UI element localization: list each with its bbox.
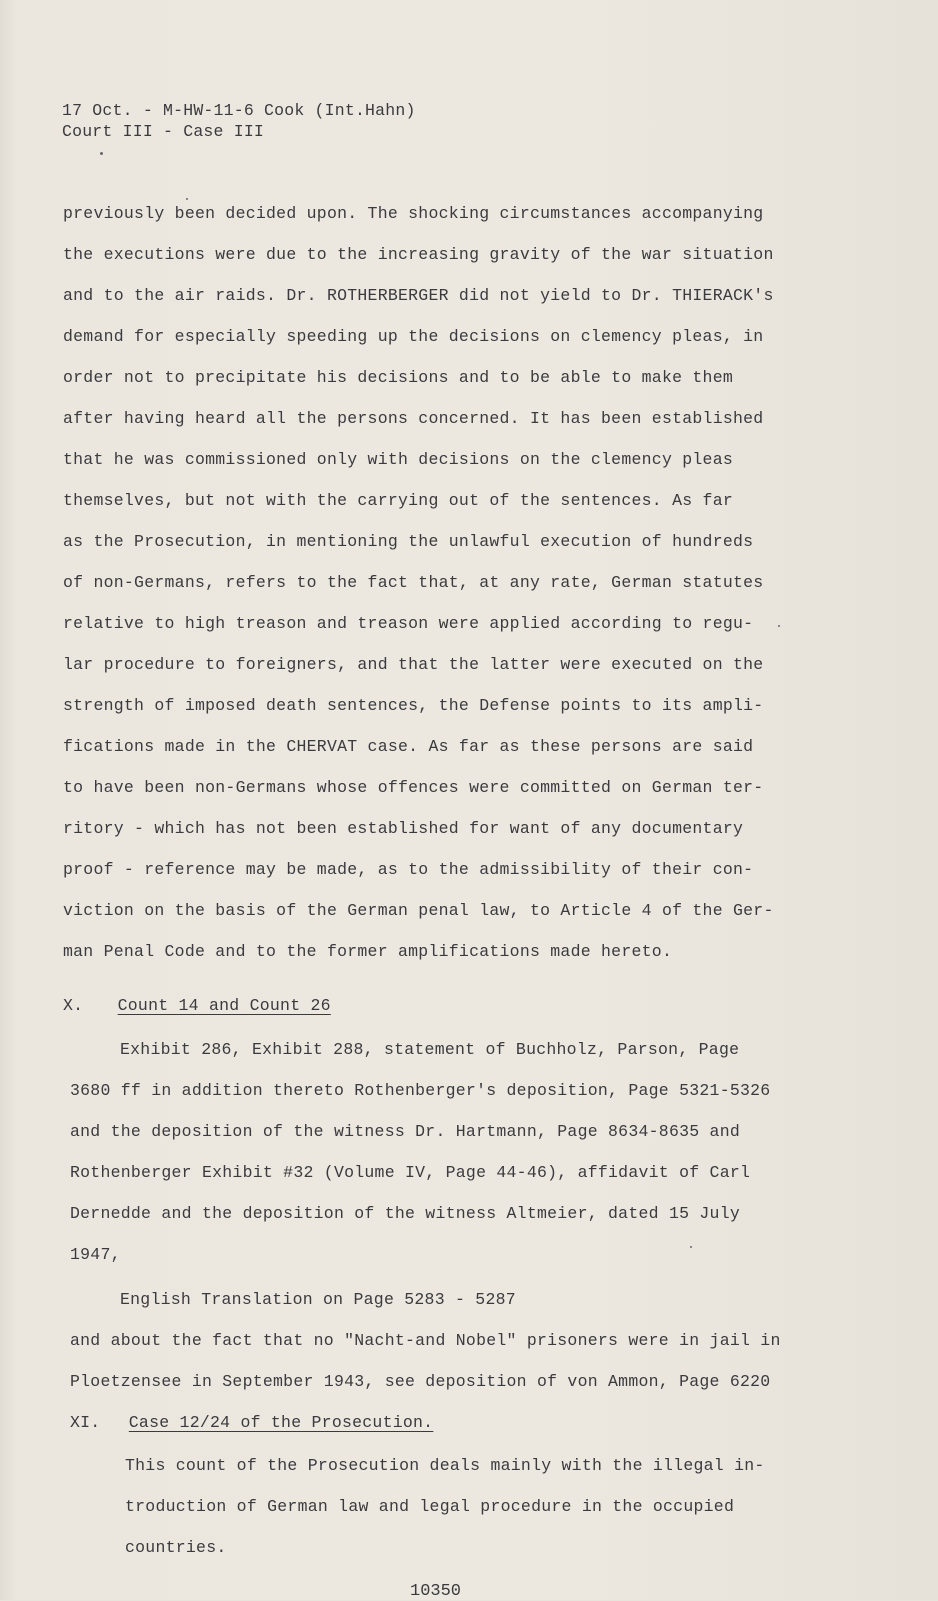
section-x-line: 1947,	[70, 1245, 121, 1264]
section-x-tail-line: Ploetzensee in September 1943, see deposition of von Ammon, Page 6220	[70, 1372, 771, 1391]
translation-note: English Translation on Page 5283 - 5287	[120, 1290, 516, 1309]
paper-speck	[778, 625, 780, 627]
body-line: after having heard all the persons concerned. It has been established	[63, 409, 764, 428]
section-x-line: and the deposition of the witness Dr. Hartmann, Page 8634-8635 and	[70, 1122, 741, 1141]
section-x-line: Dernedde and the deposition of the witness Altmeier, dated 15 July	[70, 1204, 741, 1223]
body-line: relative to high treason and treason were applied according to regu-	[63, 614, 754, 633]
section-x-line: Rothenberger Exhibit #32 (Volume IV, Page 44-46), affidavit of Carl	[70, 1163, 751, 1182]
body-line: to have been non-Germans whose offences were committed on German ter-	[63, 778, 764, 797]
section-xi-heading	[70, 1413, 433, 1432]
section-x-heading	[63, 996, 331, 1015]
body-line: and to the air raids. Dr. ROTHERBERGER did not yield to Dr. THIERACK's	[63, 286, 774, 305]
paper-speck	[186, 198, 188, 200]
section-xi-line: countries.	[125, 1538, 227, 1557]
body-line: of non-Germans, refers to the fact that, at any rate, German statutes	[63, 573, 764, 592]
body-line: themselves, but not with the carrying out of the sentences. As far	[63, 491, 734, 510]
body-line: lar procedure to foreigners, and that the latter were executed on the	[63, 655, 764, 674]
body-line: that he was commissioned only with decisions on the clemency pleas	[63, 450, 734, 469]
paper-speck	[690, 1246, 692, 1248]
body-line: the executions were due to the increasing gravity of the war situation	[63, 245, 774, 264]
body-line: viction on the basis of the German penal law, to Article 4 of the Ger-	[63, 901, 774, 920]
paper-speck	[100, 152, 103, 155]
body-line: previously been decided upon. The shocking circumstances accompanying	[63, 204, 764, 223]
section-xi-line: troduction of German law and legal procedure in the occupied	[125, 1497, 735, 1516]
section-x-title: Count 14 and Count 26	[117, 996, 331, 1015]
page-number: 10350	[410, 1582, 462, 1601]
body-line: proof - reference may be made, as to the admissibility of their con-	[63, 860, 754, 879]
body-line: man Penal Code and to the former amplifications made hereto.	[63, 942, 673, 961]
section-xi-number: XI.	[70, 1413, 101, 1432]
header-line-2: Court III - Case III	[62, 122, 265, 141]
section-x-number: X.	[63, 996, 84, 1015]
body-line: fications made in the CHERVAT case. As far as these persons are said	[63, 737, 754, 756]
section-x-tail-line: and about the fact that no "Nacht-and Nobel" prisoners were in jail in	[70, 1331, 781, 1350]
body-line: as the Prosecution, in mentioning the unlawful execution of hundreds	[63, 532, 754, 551]
body-line: strength of imposed death sentences, the Defense points to its ampli-	[63, 696, 764, 715]
section-x-line: 3680 ff in addition thereto Rothenberger's deposition, Page 5321-5326	[70, 1081, 771, 1100]
document-header	[62, 100, 416, 142]
body-line: demand for especially speeding up the decisions on clemency pleas, in	[63, 327, 764, 346]
section-xi-title: Case 12/24 of the Prosecution.	[128, 1413, 434, 1432]
header-line-1: 17 Oct. - M-HW-11-6 Cook (Int.Hahn)	[62, 101, 416, 120]
body-line: ritory - which has not been established for want of any documentary	[63, 819, 744, 838]
section-x-line: Exhibit 286, Exhibit 288, statement of Buchholz, Parson, Page	[120, 1040, 740, 1059]
body-line: order not to precipitate his decisions and to be able to make them	[63, 368, 734, 387]
section-xi-line: This count of the Prosecution deals mainly with the illegal in-	[125, 1456, 765, 1475]
